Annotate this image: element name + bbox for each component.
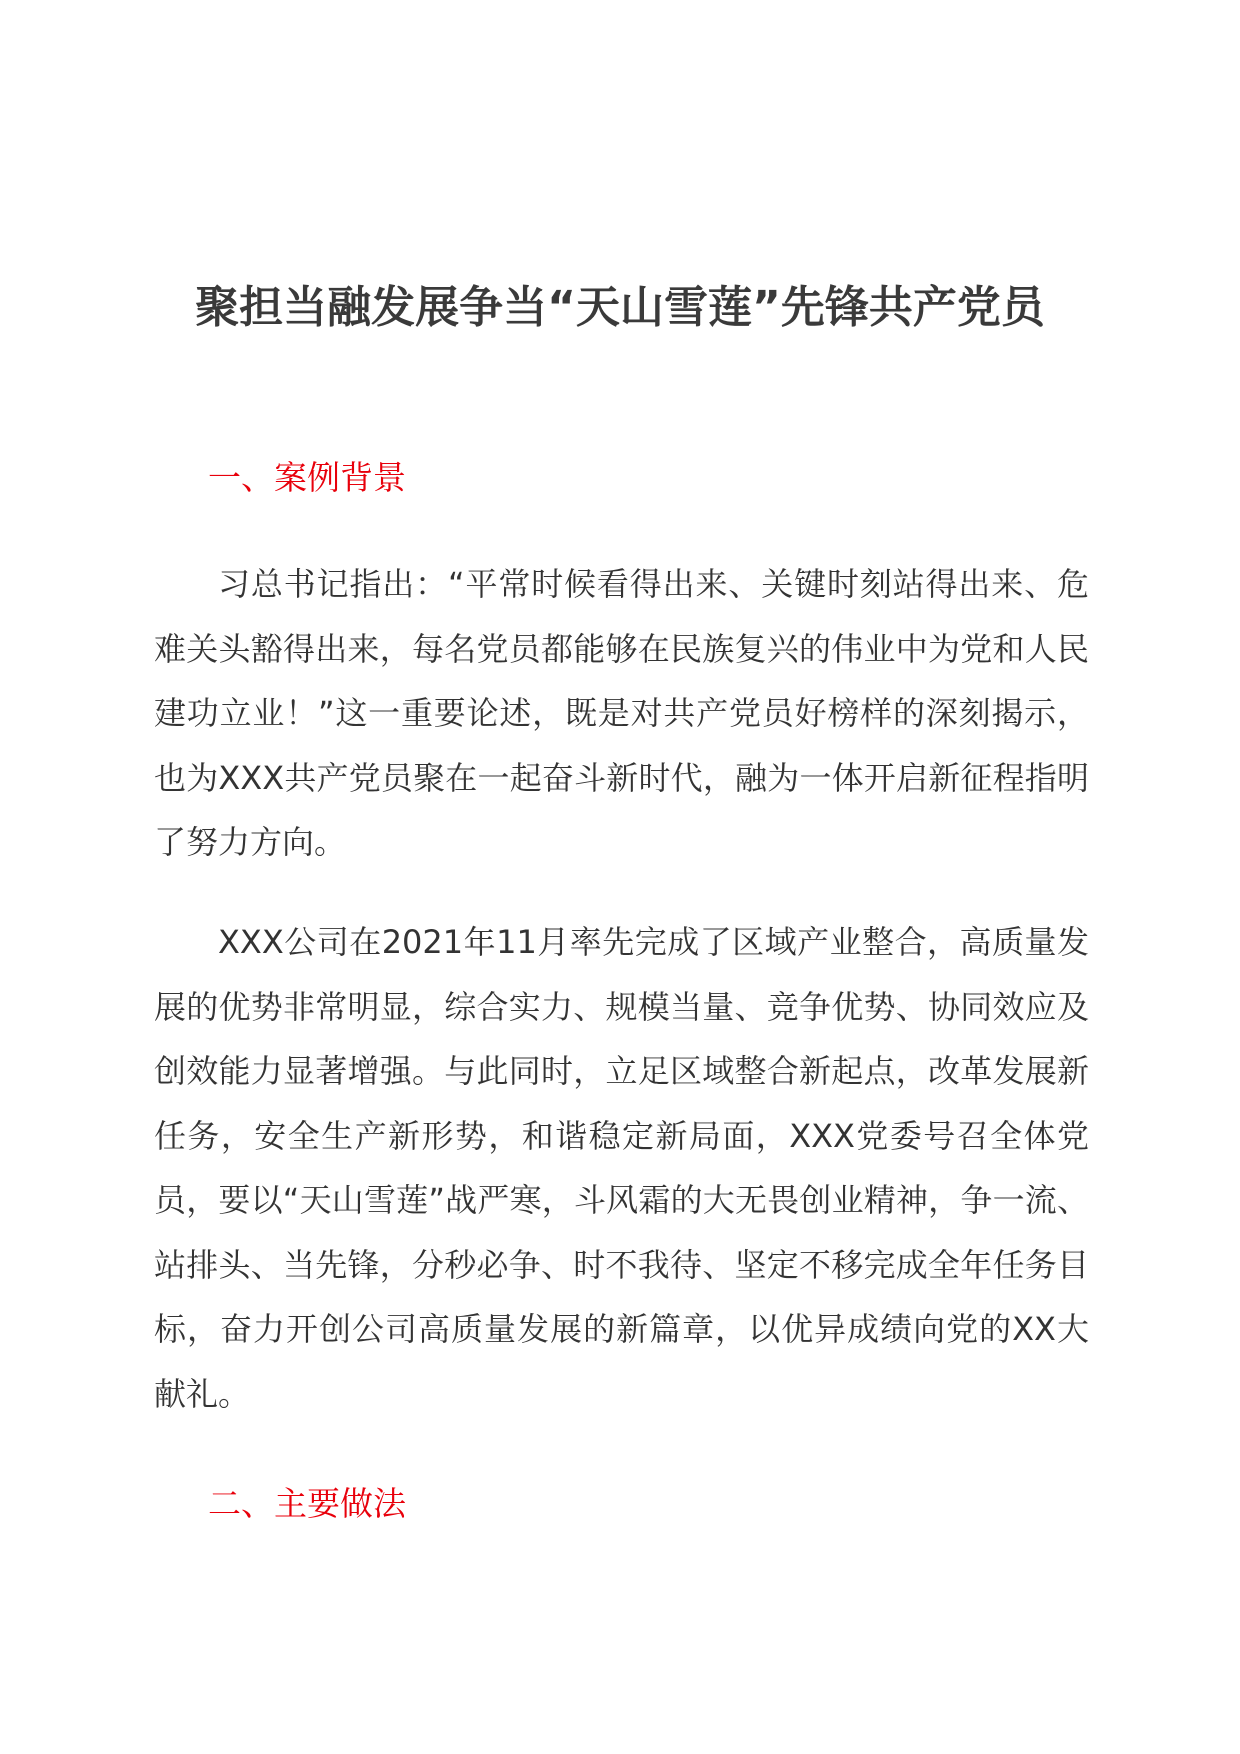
section-heading-practices: 二、主要做法 bbox=[208, 1484, 406, 1523]
section-heading-background: 一、案例背景 bbox=[208, 458, 406, 497]
paragraph-xi-quote: 习总书记指出：“平常时候看得出来、关键时刻站得出来、危难关头豁得出来，每名党员都能够在民族复兴的伟业中为党和人民建功立业！”这一重要论述，既是对共产党员好榜样的深刻揭示，也为XXX共产党员聚在一起奋斗新时代，融为一体开启新征程指明了努力方向。 bbox=[154, 565, 1089, 861]
paragraph-company-integration: XXX公司在2021年11月率先完成了区域产业整合，高质量发展的优势非常明显，综合实力、规模当量、竞争优势、协同效应及创效能力显著增强。与此同时，立足区域整合新起点，改革发展新任务，安全生产新形势，和谐稳定新局面，XXX党委号召全体党员，要以“天山雪莲”战严寒，斗风霜的大无畏创业精神，争一流、站排头、当先锋，分秒必争、时不我待、坚定不移完成全年任务目标，奋力开创公司高质量发展的新篇章，以优异成绩向党的XX大献礼。 bbox=[154, 923, 1089, 1413]
document-title: 聚担当融发展争当“天山雪莲”先锋共产党员 bbox=[195, 282, 1045, 333]
